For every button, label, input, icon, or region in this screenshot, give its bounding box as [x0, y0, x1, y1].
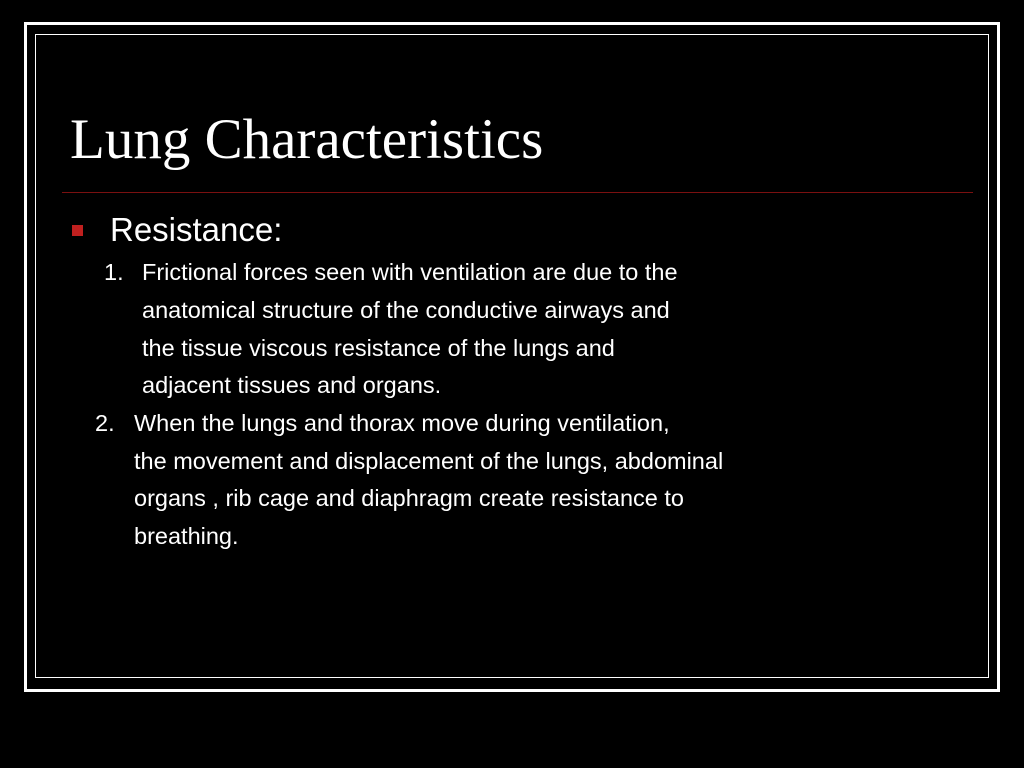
bullet-item-resistance — [72, 210, 282, 250]
slide-title: Lung Characteristics — [70, 108, 544, 171]
item1-number: 1. — [104, 259, 124, 285]
item2-line-2: the movement and displacement of the lungs, abdominal — [134, 448, 724, 474]
title-divider — [62, 192, 973, 193]
item2-line-1: When the lungs and thorax move during ventilation, — [134, 410, 670, 436]
bullet-heading: Resistance: — [110, 211, 283, 248]
square-bullet-icon — [72, 225, 83, 236]
item2-line-3: organs , rib cage and diaphragm create resistance to — [134, 485, 684, 511]
item1-line-1: Frictional forces seen with ventilation are due to the — [142, 259, 678, 285]
item1-line-2: anatomical structure of the conductive airways and — [142, 297, 670, 323]
item2-number: 2. — [95, 410, 115, 436]
item1-line-3: the tissue viscous resistance of the lungs and — [142, 335, 615, 361]
item2-line-4: breathing. — [134, 523, 239, 549]
item1-line-4: adjacent tissues and organs. — [142, 372, 442, 398]
